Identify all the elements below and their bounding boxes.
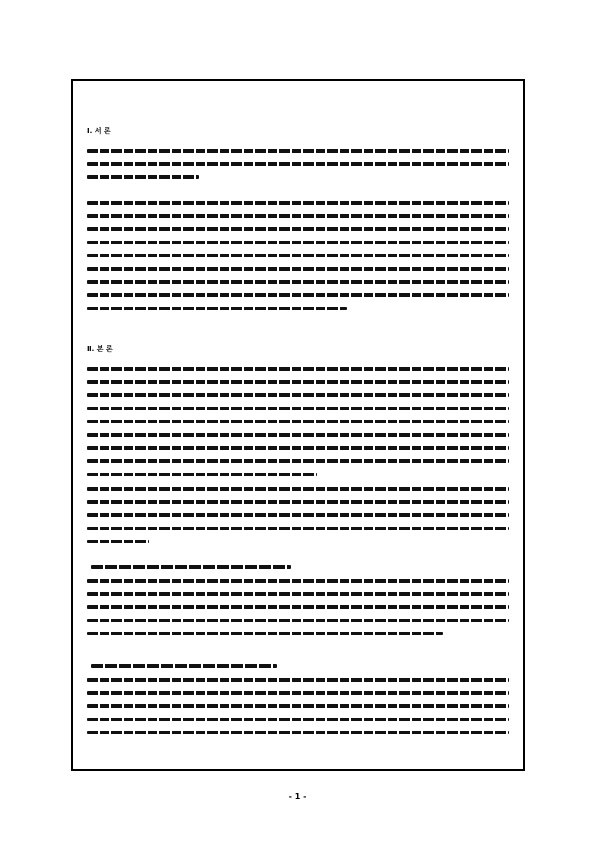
text-line bbox=[87, 201, 509, 205]
text-line bbox=[87, 718, 509, 722]
text-line bbox=[87, 241, 509, 245]
text-line bbox=[87, 527, 509, 531]
text-line bbox=[87, 540, 149, 544]
text-line bbox=[87, 280, 509, 284]
text-line bbox=[87, 459, 509, 463]
document-frame bbox=[71, 79, 525, 771]
text-line bbox=[87, 632, 443, 636]
text-line bbox=[87, 227, 509, 231]
text-line bbox=[87, 691, 509, 695]
text-line bbox=[87, 380, 509, 384]
text-line bbox=[87, 678, 509, 682]
paragraph bbox=[87, 487, 509, 553]
subsection-heading bbox=[91, 664, 277, 668]
text-line bbox=[87, 293, 509, 297]
text-line bbox=[87, 433, 509, 437]
text-line bbox=[87, 592, 509, 596]
text-line bbox=[87, 267, 509, 271]
text-line bbox=[87, 393, 509, 397]
text-line bbox=[87, 407, 509, 411]
paragraph bbox=[87, 678, 509, 744]
paragraph bbox=[87, 149, 509, 189]
text-line bbox=[87, 500, 509, 504]
text-line bbox=[87, 307, 347, 311]
section-heading-introduction: Ⅰ. 서 론 bbox=[87, 127, 111, 135]
text-line bbox=[87, 254, 509, 258]
text-line bbox=[87, 214, 509, 218]
text-line bbox=[87, 367, 509, 371]
text-line bbox=[87, 513, 509, 517]
text-line bbox=[87, 487, 509, 491]
text-line bbox=[87, 420, 509, 424]
paragraph bbox=[87, 579, 509, 645]
paragraph bbox=[87, 367, 509, 486]
text-line bbox=[87, 473, 317, 477]
text-line bbox=[87, 175, 199, 179]
text-line bbox=[87, 605, 509, 609]
text-line bbox=[87, 162, 509, 166]
page-number: - 1 - bbox=[288, 792, 307, 801]
text-line bbox=[87, 579, 509, 583]
paragraph bbox=[87, 201, 509, 320]
text-line bbox=[87, 446, 509, 450]
text-line bbox=[87, 731, 509, 735]
section-heading-body: Ⅱ. 본 론 bbox=[87, 345, 113, 353]
text-line bbox=[87, 149, 509, 153]
text-line bbox=[87, 704, 509, 708]
text-line bbox=[87, 619, 509, 623]
subsection-heading bbox=[91, 565, 291, 569]
